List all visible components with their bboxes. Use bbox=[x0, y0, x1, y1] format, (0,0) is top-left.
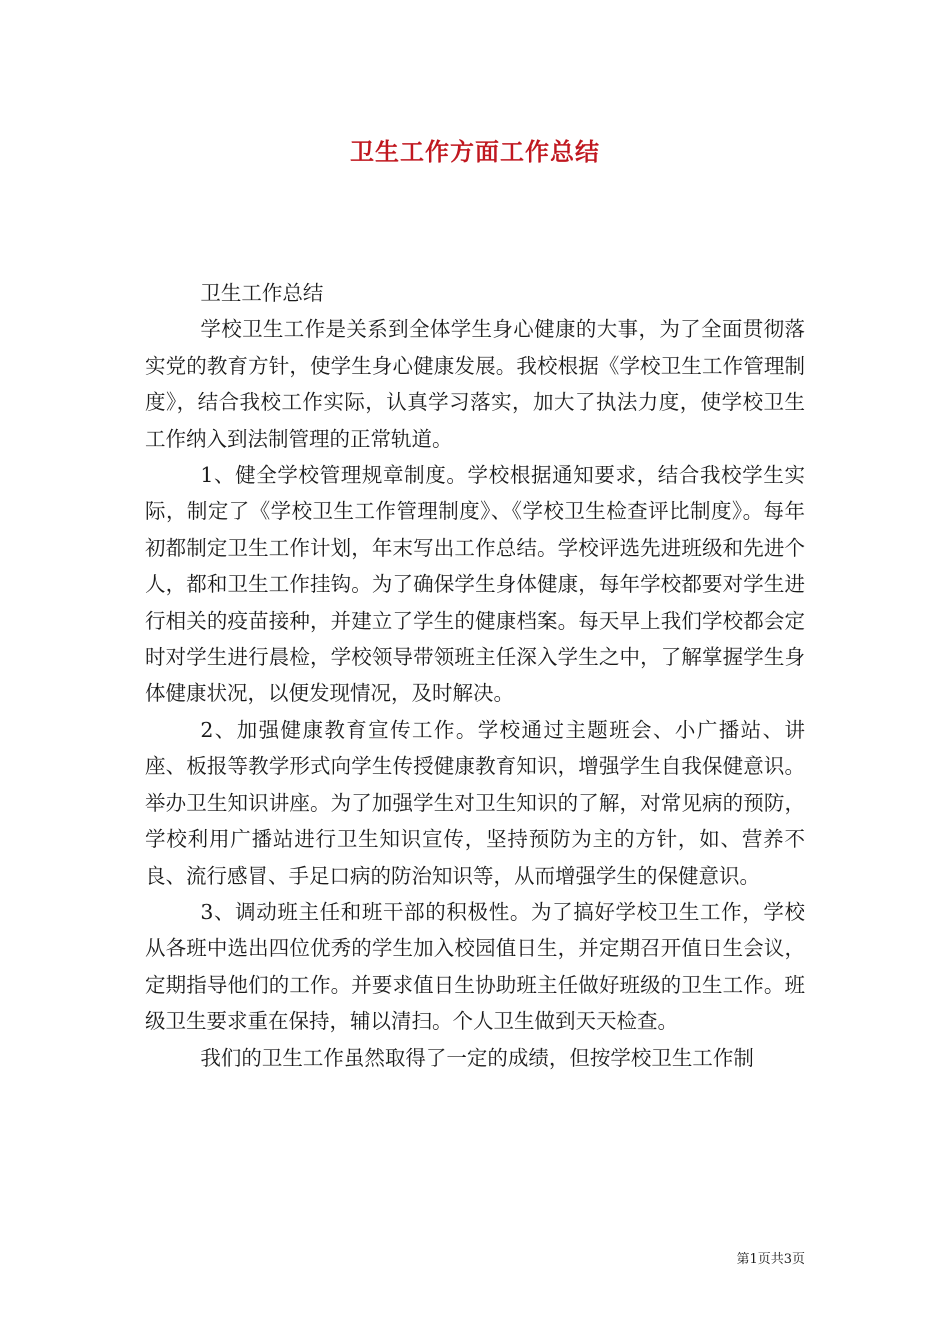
paragraph-intro: 学校卫生工作是关系到全体学生身心健康的大事，为了全面贯彻落实党的教育方针，使学生身心健康发展。我校根据《学校卫生工作管理制度》，结合我校工作实际，认真学习落实，加大了执法力度，使学校卫生工作纳入到法制管理的正常轨道。 bbox=[145, 317, 805, 451]
page-number-label: 第1页共3页 bbox=[736, 1252, 805, 1267]
paragraph-closing: 我们的卫生工作虽然取得了一定的成绩，但按学校卫生工作制 bbox=[200, 1045, 754, 1070]
paragraph-item-3: 3、调动班主任和班干部的积极性。为了搞好学校卫生工作，学校从各班中选出四位优秀的学生加入校园值日生，并定期召开值日生会议，定期指导他们的工作。并要求值日生协助班主任做好班级的卫生工作。班级卫生要求重在保持，辅以清扫。个人卫生做到天天检查。 bbox=[145, 899, 805, 1034]
document-title: 卫生工作方面工作总结 bbox=[350, 138, 600, 166]
page-number bbox=[736, 1248, 805, 1267]
paragraph-item-1: 1、健全学校管理规章制度。学校根据通知要求，结合我校学生实际，制定了《学校卫生工作管理制度》、《学校卫生检查评比制度》。每年初都制定卫生工作计划，年末写出工作总结。学校评选先进班级和先进个人，都和卫生工作挂钩。为了确保学生身体健康，每年学校都要对学生进行相关的疫苗接种，并建立了学生的健康档案。每天早上我们学校都会定时对学生进行晨检，学校领导带领班主任深入学生之中，了解掌握学生身体健康状况，以便发现情况，及时解决。 bbox=[145, 463, 805, 706]
paragraph-item-2: 2、加强健康教育宣传工作。学校通过主题班会、小广播站、讲座、板报等教学形式向学生传授健康教育知识，增强学生自我保健意识。举办卫生知识讲座。为了加强学生对卫生知识的了解，对常见病的预防，学校利用广播站进行卫生知识宣传，坚持预防为主的方针，如、营养不良、流行感冒、手足口病的防治知识等，从而增强学生的保健意识。 bbox=[145, 717, 805, 888]
document-body bbox=[145, 275, 805, 1076]
paragraph-heading: 卫生工作总结 bbox=[200, 281, 324, 305]
